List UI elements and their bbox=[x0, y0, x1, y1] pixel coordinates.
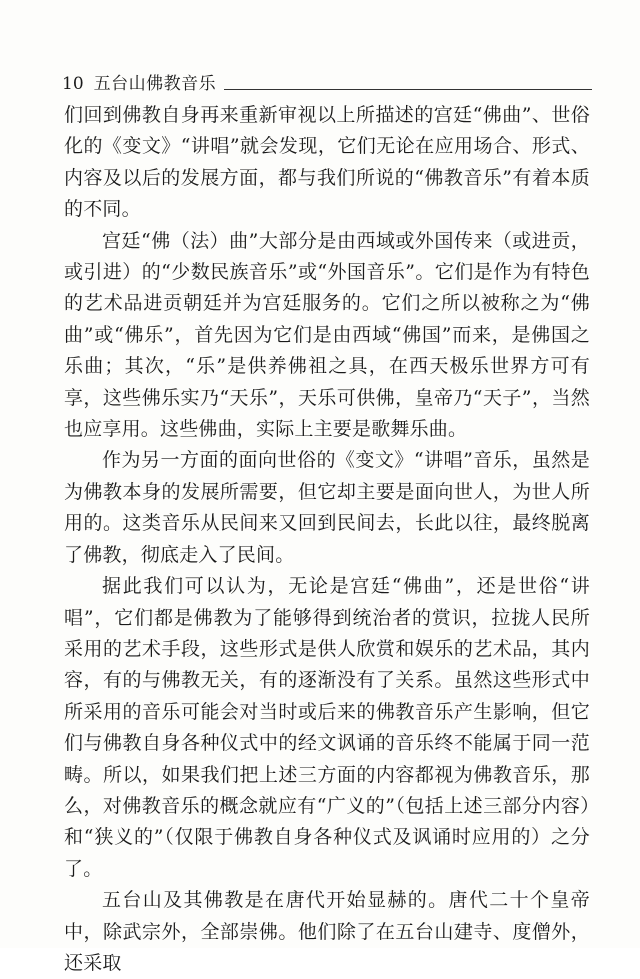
body-text bbox=[64, 100, 590, 979]
paragraph-continuation: 们回到佛教自身再来重新审视以上所描述的宫廷“佛曲”、世俗化的《变文》“讲唱”就会发现，它们无论在应用场合、形式、内容及以后的发展方面，都与我们所说的“佛教音乐”有着本质的不同。 bbox=[64, 104, 590, 221]
running-title: 五台山佛教音乐 bbox=[93, 74, 217, 94]
paragraph-conclusion: 据此我们可以认为，无论是宫廷“佛曲”，还是世俗“讲唱”，它们都是佛教为了能够得到统治者的赏识，拉拢人民所采用的艺术手段，这些形式是供人欣赏和娱乐的艺术品，其内容，有的与佛教无关，有的逐渐没有了关系。虽然这些形式中所采用的音乐可能会对当时或后来的佛教音乐产生影响，但它们与佛教自身各种仪式中的经文讽诵的音乐终不能属于同一范畴。所以，如果我们把上述三方面的内容都视为佛教音乐，那么，对佛教音乐的概念就应有“广义的”（包括上述三部分内容）和“狭义的”（仅限于佛教自身各种仪式及讽诵时应用的）之分了。 bbox=[64, 575, 590, 880]
paragraph-wutaishan-tang: 五台山及其佛教是在唐代开始显赫的。唐代二十个皇帝中，除武宗外，全部崇佛。他们除了在五台山建寺、度僧外，还采取 bbox=[64, 889, 590, 974]
paragraph-court-buddhist-music: 宫廷“佛（法）曲”大部分是由西域或外国传来（或进贡，或引进）的“少数民族音乐”或“外国音乐”。它们是作为有特色的艺术品进贡朝廷并为宫廷服务的。它们之所以被称之为“佛曲”或“佛乐”，首先因为它们是由西域“佛国”而来，是佛国之乐曲；其次，“乐”是供养佛祖之具，在西天极乐世界方可有享，这些佛乐实乃“天乐”，天乐可供佛，皇帝乃“天子”，当然也应享用。这些佛曲，实际上主要是歌舞乐曲。 bbox=[64, 229, 590, 441]
page-number: 10 bbox=[62, 74, 84, 94]
running-header bbox=[62, 70, 592, 94]
header-rule bbox=[224, 89, 592, 90]
paragraph-secular-bianwen: 作为另一方面的面向世俗的《变文》“讲唱”音乐，虽然是为佛教本身的发展所需要，但它却主要是面向世人，为世人所用的。这类音乐从民间来又回到民间去，长此以往，最终脱离了佛教，彻底走入了民间。 bbox=[64, 449, 590, 566]
